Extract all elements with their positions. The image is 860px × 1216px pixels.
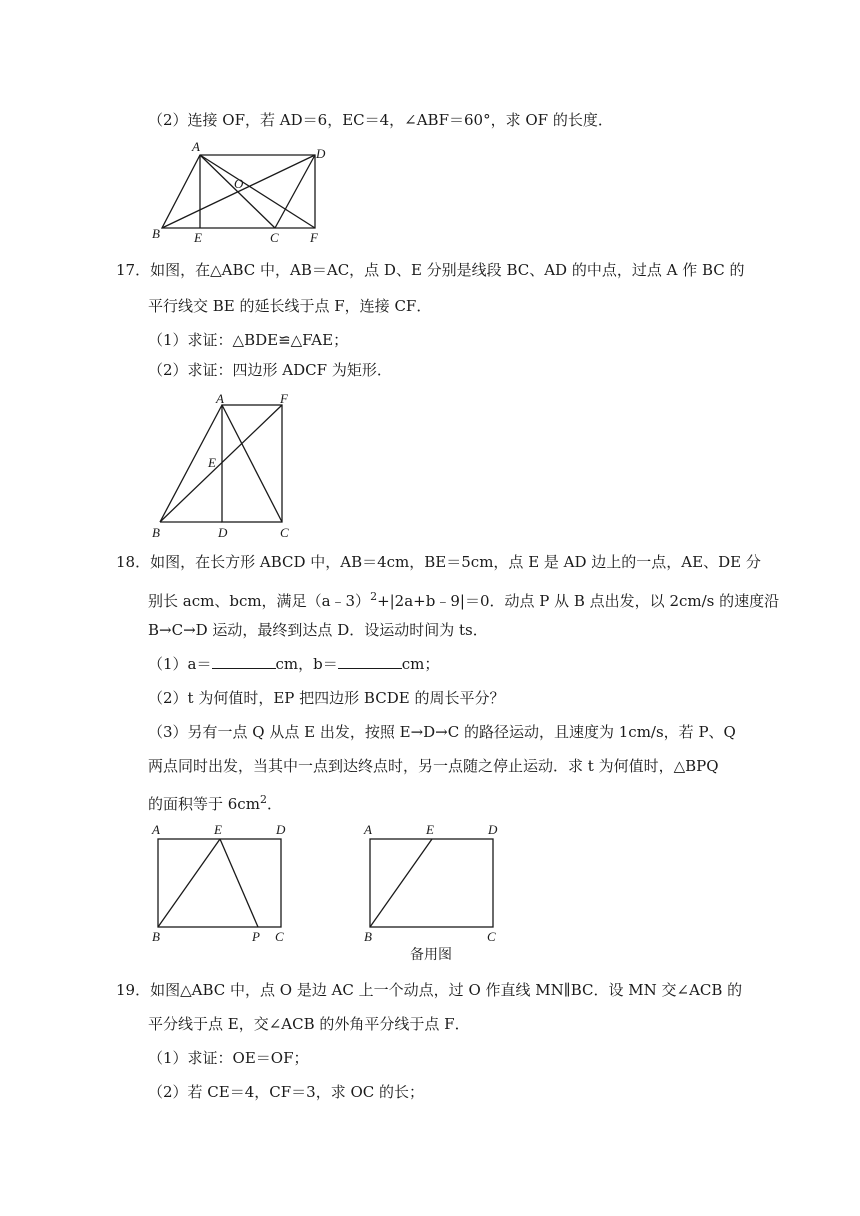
q19-part2: （2）若 CE＝4，CF＝3，求 OC 的长； (148, 1083, 425, 1101)
q18-part3-end: ． (266, 795, 282, 813)
q18-part3-sup: 2 (259, 793, 267, 806)
q17-figure (150, 390, 310, 542)
q17-part2: （2）求证：四边形 ADCF 为矩形． (148, 361, 392, 379)
q18-part3a: （3）另有一点 Q 从点 E 出发，按照 E→D→C 的路径运动，且速度为 1cm/s，若 P、Q (148, 723, 736, 741)
q18-part3b: 两点同时出发，当其中一点到达终点时，另一点随之停止运动．求 t 为何值时，△BPQ (148, 757, 719, 775)
q16-part2: （2）连接 OF，若 AD＝6，EC＝4，∠ABF＝60°，求 OF 的长度． (148, 111, 613, 129)
q18-line3: B→C→D 运动，最终到达点 D．设运动时间为 ts． (148, 621, 488, 639)
q17-line1: 17．如图，在△ABC 中，AB＝AC，点 D、E 分别是线段 BC、AD 的中点，过点 A 作 BC 的 (116, 261, 745, 279)
q18-part3c-text: 的面积等于 6cm (148, 795, 260, 813)
q18-line1: 18．如图，在长方形 ABCD 中，AB＝4cm，BE＝5cm，点 E 是 AD 边上的一点，AE、DE 分 (116, 553, 761, 571)
q18-line2-a: 别长 acm、bcm，满足（a﹣3） (148, 592, 371, 610)
q18-f1-label-a: A (152, 822, 160, 837)
q17-part1: （1）求证：△BDE≌△FAE； (148, 331, 349, 349)
q16-label-b: B (152, 226, 160, 241)
q16-label-d: D (316, 146, 326, 161)
q18-f2-label-b: B (364, 929, 372, 944)
q17-label-c: C (280, 525, 289, 540)
q18-f1-label-b: B (152, 929, 160, 944)
q18-blank-b[interactable] (338, 654, 402, 669)
q18-part1-a: （1）a＝ (148, 655, 212, 673)
q18-f1-label-d: D (276, 822, 286, 837)
q18-spare-caption: 备用图 (410, 947, 452, 963)
q17-label-f: F (280, 391, 288, 406)
q18-f1-label-p: P (252, 929, 260, 944)
q19-line1: 19．如图△ABC 中，点 O 是边 AC 上一个动点，过 O 作直线 MN∥BC．设 MN 交∠ACB 的 (116, 981, 743, 999)
q16-label-o: O (234, 176, 244, 191)
q18-f1-label-c: C (275, 929, 284, 944)
q18-part2: （2）t 为何值时，EP 把四边形 BCDE 的周长平分？ (148, 689, 505, 707)
q17-label-d: D (218, 525, 228, 540)
q17-label-b: B (152, 525, 160, 540)
q18-part1-c: cm； (401, 655, 440, 673)
q18-line2-sup: 2 (370, 590, 378, 603)
q18-part1 (148, 654, 439, 674)
q17-line2: 平行线交 BE 的延长线于点 F，连接 CF． (148, 297, 432, 315)
q18-part3c (148, 790, 282, 814)
q18-line2-b: +|2a+b﹣9|＝0．动点 P 从 B 点出发，以 2cm/s 的速度沿 (377, 592, 780, 610)
q19-part1: （1）求证：OE＝OF； (148, 1049, 309, 1067)
q18-figure-1 (150, 822, 300, 944)
q18-figure-2 (362, 822, 512, 944)
q16-figure (150, 140, 340, 245)
q19-line2: 平分线于点 E，交∠ACB 的外角平分线于点 F． (148, 1015, 470, 1033)
q18-f1-label-e: E (214, 822, 222, 837)
q16-label-f: F (310, 230, 318, 245)
q18-blank-a[interactable] (212, 654, 276, 669)
q16-label-c: C (270, 230, 279, 245)
q18-f2-label-a: A (364, 822, 372, 837)
q17-label-a: A (216, 391, 224, 406)
q18-f2-label-e: E (426, 822, 434, 837)
q16-label-e: E (194, 230, 202, 245)
q17-label-e: E (208, 455, 216, 470)
q18-part1-b: cm，b＝ (275, 655, 338, 673)
q18-line2 (148, 587, 779, 611)
q18-f2-label-c: C (487, 929, 496, 944)
q16-label-a: A (192, 139, 200, 154)
q18-f2-label-d: D (488, 822, 498, 837)
